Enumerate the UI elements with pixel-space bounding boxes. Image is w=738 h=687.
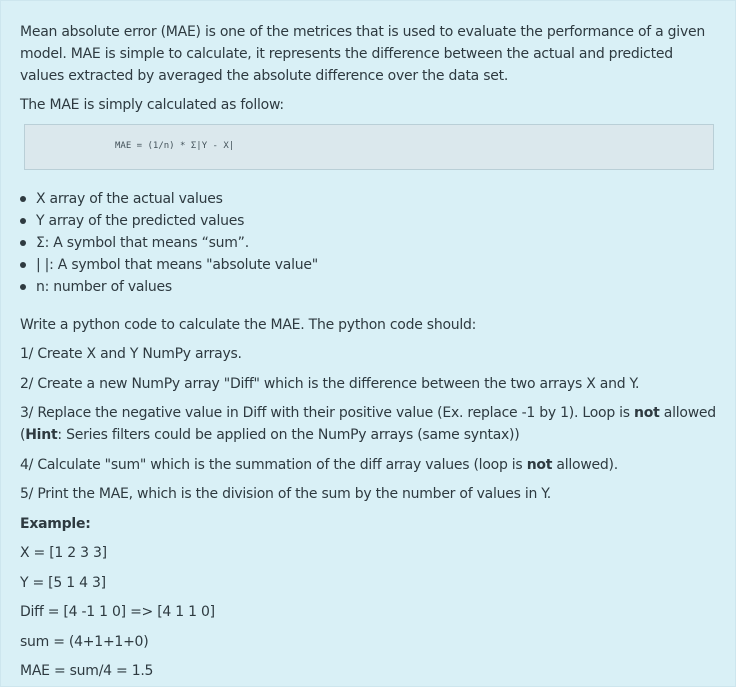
step-4-not-emphasis: not — [526, 457, 553, 473]
example-y: Y = [5 1 4 3] — [20, 575, 106, 591]
task-step-5: 5/ Print the MAE, which is the division of the sum by the number of values in Y. — [20, 486, 551, 502]
definition-item-x: X array of the actual values — [20, 188, 318, 210]
step-4-text: 4/ Calculate "sum" which is the summation of the diff array values (loop is — [20, 457, 527, 473]
task-step-3-line-2 — [20, 425, 519, 445]
task-intro: Write a python code to calculate the MAE. The python code should: — [20, 317, 477, 333]
hint-label: Hint — [25, 427, 58, 443]
task-step-3-line-1 — [20, 403, 716, 423]
formula-intro: The MAE is simply calculated as follow: — [20, 97, 284, 113]
step-4-text-end: allowed). — [552, 457, 618, 473]
example-mae: MAE = sum/4 = 1.5 — [20, 663, 154, 679]
formula-code: MAE = (1/n) * Σ|Y - X| — [115, 141, 235, 151]
task-step-2: 2/ Create a new NumPy array "Diff" which is the difference between the two arrays X and Y. — [20, 376, 640, 392]
definition-item-sigma: Σ: A symbol that means “sum”. — [20, 232, 318, 254]
step-3-text: 3/ Replace the negative value in Diff with their positive value (Ex. replace -1 by 1). Loop is — [20, 405, 635, 421]
example-x: X = [1 2 3 3] — [20, 545, 107, 561]
task-step-4 — [20, 455, 618, 475]
definition-item-absolute: | |: A symbol that means "absolute value" — [20, 254, 318, 276]
example-heading: Example: — [20, 516, 91, 532]
hint-open-paren: ( — [20, 427, 26, 443]
intro-paragraph: Mean absolute error (MAE) is one of the metrices that is used to evaluate the performance of a given model. MAE is simple to calculate, it represents the difference between the actual and predicted values extracted by averaged the absolute difference over the data set. — [20, 24, 705, 84]
step-3-not-emphasis: not — [634, 405, 660, 421]
hint-text: : Series filters could be applied on the NumPy arrays (same syntax)) — [57, 427, 520, 443]
definition-item-n: n: number of values — [20, 276, 318, 298]
task-step-1: 1/ Create X and Y NumPy arrays. — [20, 346, 242, 362]
definitions-list — [20, 188, 318, 298]
step-3-text-end: allowed — [659, 405, 716, 421]
definition-item-y: Y array of the predicted values — [20, 210, 318, 232]
example-sum: sum = (4+1+1+0) — [20, 634, 149, 650]
formula-code-block — [24, 124, 714, 170]
example-diff: Diff = [4 -1 1 0] => [4 1 1 0] — [20, 604, 215, 620]
